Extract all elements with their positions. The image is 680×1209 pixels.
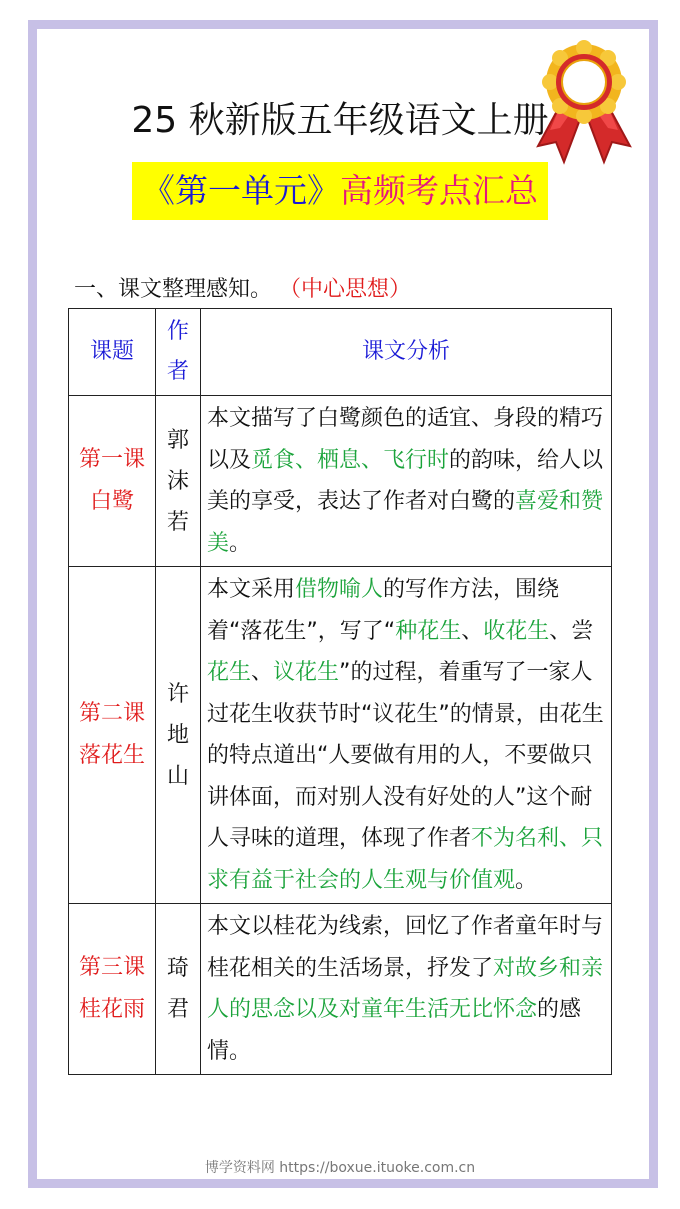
table-row [69, 904, 612, 1075]
analysis-text: 本文采用 [207, 577, 296, 602]
analysis-text: 本文以桂花为线索，回忆了作者童年时与桂花相关的生活场景，抒发了 [207, 914, 604, 981]
table-row [69, 567, 612, 904]
header-analysis: 课文分析 [201, 309, 612, 396]
lesson-name: 桂花雨 [78, 997, 145, 1022]
lesson-analysis [201, 567, 612, 904]
header-author [156, 309, 201, 396]
table-row [69, 396, 612, 567]
analysis-text: 、 [251, 660, 274, 685]
analysis-text: 。 [515, 867, 538, 893]
analysis-text: ”的过程，着重写了一家人过花生收获节时“议花生”的情景，由花生的特点道出“人要做有用的人，不要做只讲体面，而对别人没有好处的人”这个耐人寻味的道理，体现了作者 [207, 660, 604, 851]
lesson-title [69, 567, 156, 904]
table-header-row [69, 309, 612, 396]
lesson-name: 白鹭 [89, 489, 134, 514]
lesson-number: 第一课 [78, 447, 145, 472]
key-point-text: 借物喻人 [295, 577, 384, 602]
section-heading-text: 一、课文整理感知。 [74, 277, 273, 302]
section-heading [74, 272, 411, 303]
lesson-name: 落花生 [78, 743, 145, 768]
analysis-text: 的感情。 [207, 997, 582, 1064]
key-point-text: 花生 [207, 660, 252, 685]
lesson-analysis [201, 396, 612, 567]
unit-subtitle [132, 162, 548, 220]
footer-watermark: 博学资料网 https://boxue.ituoke.com.cn [204, 1160, 476, 1176]
page-title: 25 秋新版五年级语文上册 [131, 100, 549, 141]
key-point-text: 不为名利、只求有益于社会的人生观与价值观 [207, 826, 604, 893]
lesson-table [68, 308, 612, 1075]
lesson-title [69, 396, 156, 567]
table-body [69, 396, 612, 1075]
analysis-text: 、 [461, 618, 484, 644]
analysis-text: 。 [229, 530, 252, 556]
analysis-text: 的写作方法，围绕着“落花生”，写了“ [207, 577, 560, 644]
header-author-text: 作 者 [166, 319, 189, 384]
lesson-author: 郭 沫 若 [156, 396, 201, 567]
lesson-number: 第二课 [78, 701, 145, 726]
lesson-title [69, 904, 156, 1075]
key-point-text: 议花生 [273, 660, 340, 685]
unit-name: 《第一单元》 [142, 171, 340, 210]
section-heading-note: （中心思想） [279, 277, 412, 302]
analysis-text: 本文描写了白鹭颜色的适宜、身段的精巧以及 [207, 406, 604, 473]
key-point-text: 觅食、栖息、飞行时 [251, 447, 450, 473]
key-point-text: 种花生 [395, 618, 462, 644]
key-point-text: 对故乡和亲人的思念以及对童年生活无比怀念 [207, 955, 604, 1022]
lesson-author: 琦 君 [156, 904, 201, 1075]
lesson-author: 许 地 山 [156, 567, 201, 904]
header-lesson: 课题 [69, 309, 156, 396]
summary-label: 高频考点汇总 [340, 171, 538, 210]
key-point-text: 喜爱和赞美 [207, 489, 604, 556]
lesson-number: 第三课 [78, 955, 145, 980]
lesson-analysis [201, 904, 612, 1075]
analysis-text: 、尝 [549, 618, 594, 644]
analysis-text: 的韵味，给人以美的享受，表达了作者对白鹭的 [207, 447, 604, 514]
key-point-text: 收花生 [483, 618, 550, 644]
